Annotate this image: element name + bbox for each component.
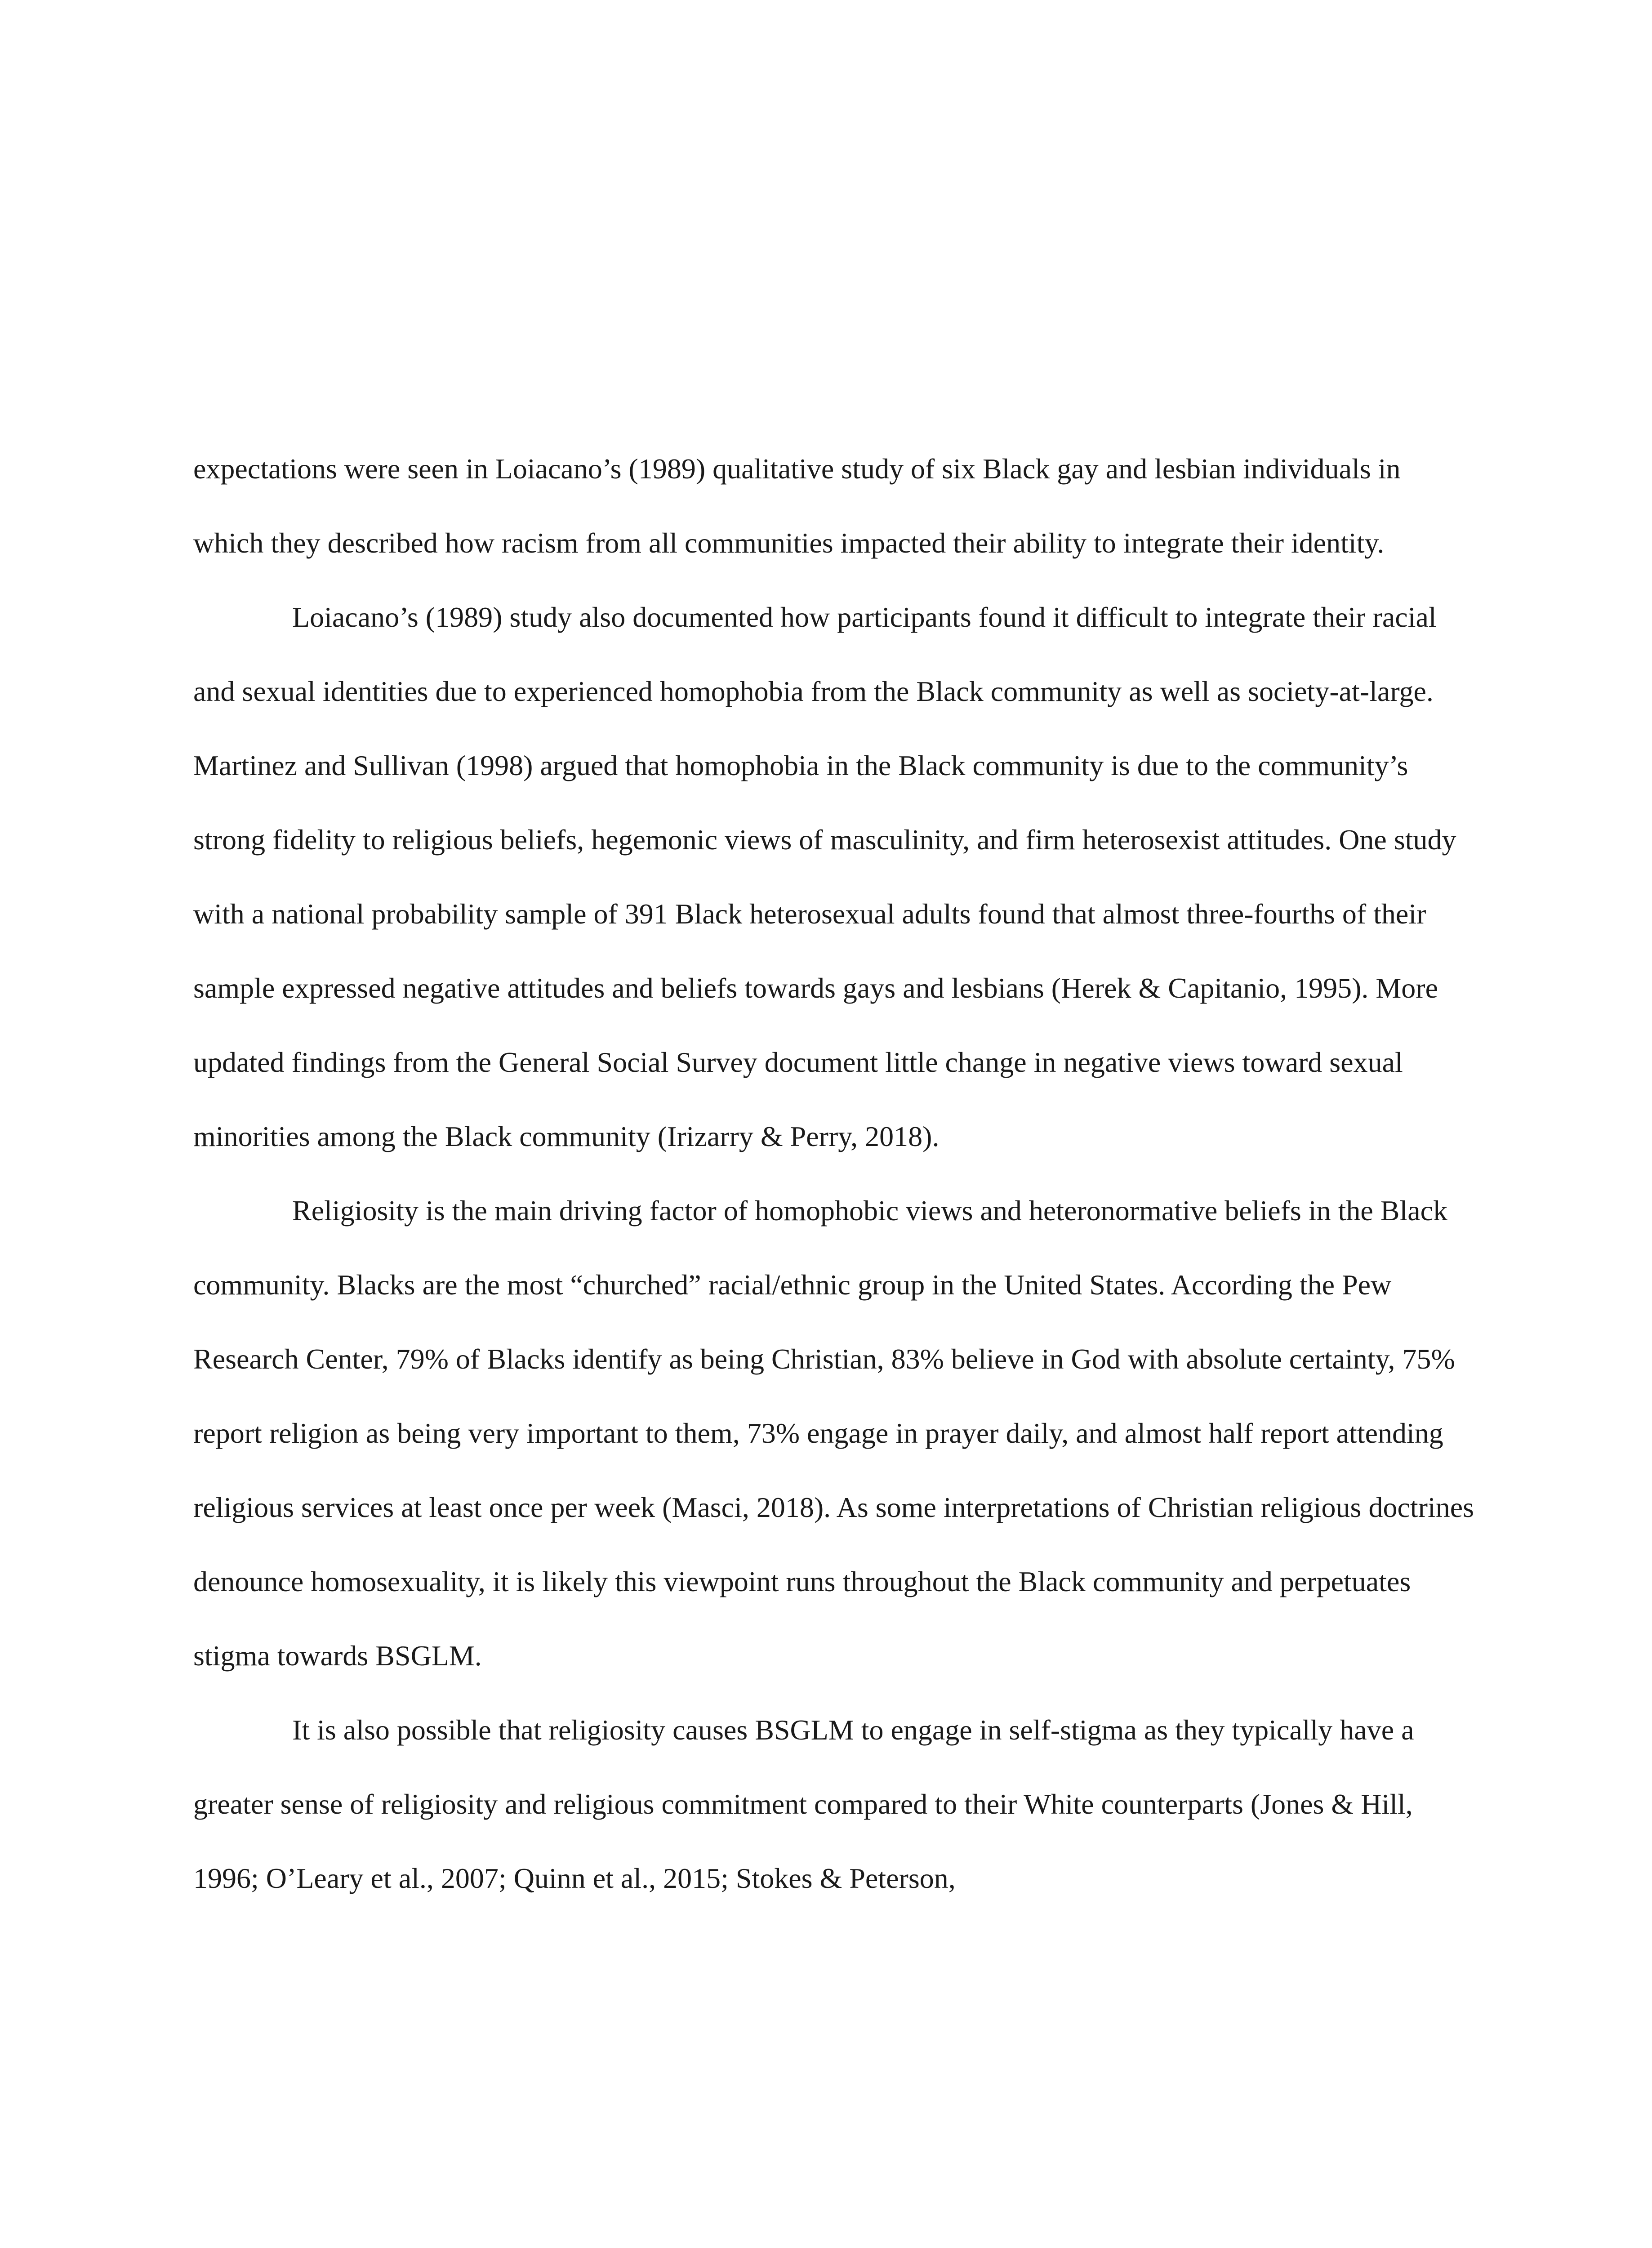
paragraph-2: Loiacano’s (1989) study also documented how participants found it difficult to integrate their racial and sexual identities due to experienced homophobia from the Black community as well as society-at-large. Martinez and Sullivan (1998) argued that homophobia in the Black community is due to the community’s strong fidelity to religious beliefs, hegemonic views of masculinity, and firm heterosexist attitudes. One study with a national probability sample of 391 Black heterosexual adults found that almost three-fourths of their sample expressed negative attitudes and beliefs towards gays and lesbians (Herek & Capitanio, 1995). More updated findings from the General Social Survey document little change in negative views toward sexual minorities among the Black community (Irizarry & Perry, 2018).	[193, 601, 1456, 1152]
paragraph-1: expectations were seen in Loiacano’s (1989) qualitative study of six Black gay and lesbian individuals in which they described how racism from all communities impacted their ability to integrate their identity.	[193, 453, 1401, 559]
paragraph-4: It is also possible that religiosity causes BSGLM to engage in self-stigma as they typically have a greater sense of religiosity and religious commitment compared to their White counterparts (Jones & Hill, 1996; O’Leary et al., 2007; Quinn et al., 2015; Stokes & Peterson,	[193, 1714, 1414, 1894]
paragraph-3: Religiosity is the main driving factor of homophobic views and heteronormative beliefs in the Black community. Blacks are the most “churched” racial/ethnic group in the United States. According the Pew Research Center, 79% of Blacks identify as being Christian, 83% believe in God with absolute certainty, 75% report religion as being very important to them, 73% engage in prayer daily, and almost half report attending religious services at least once per week (Masci, 2018). As some interpretations of Christian religious doctrines denounce homosexuality, it is likely this viewpoint runs throughout the Black community and perpetuates stigma towards BSGLM.	[193, 1195, 1474, 1672]
body-text	[193, 432, 1474, 1915]
